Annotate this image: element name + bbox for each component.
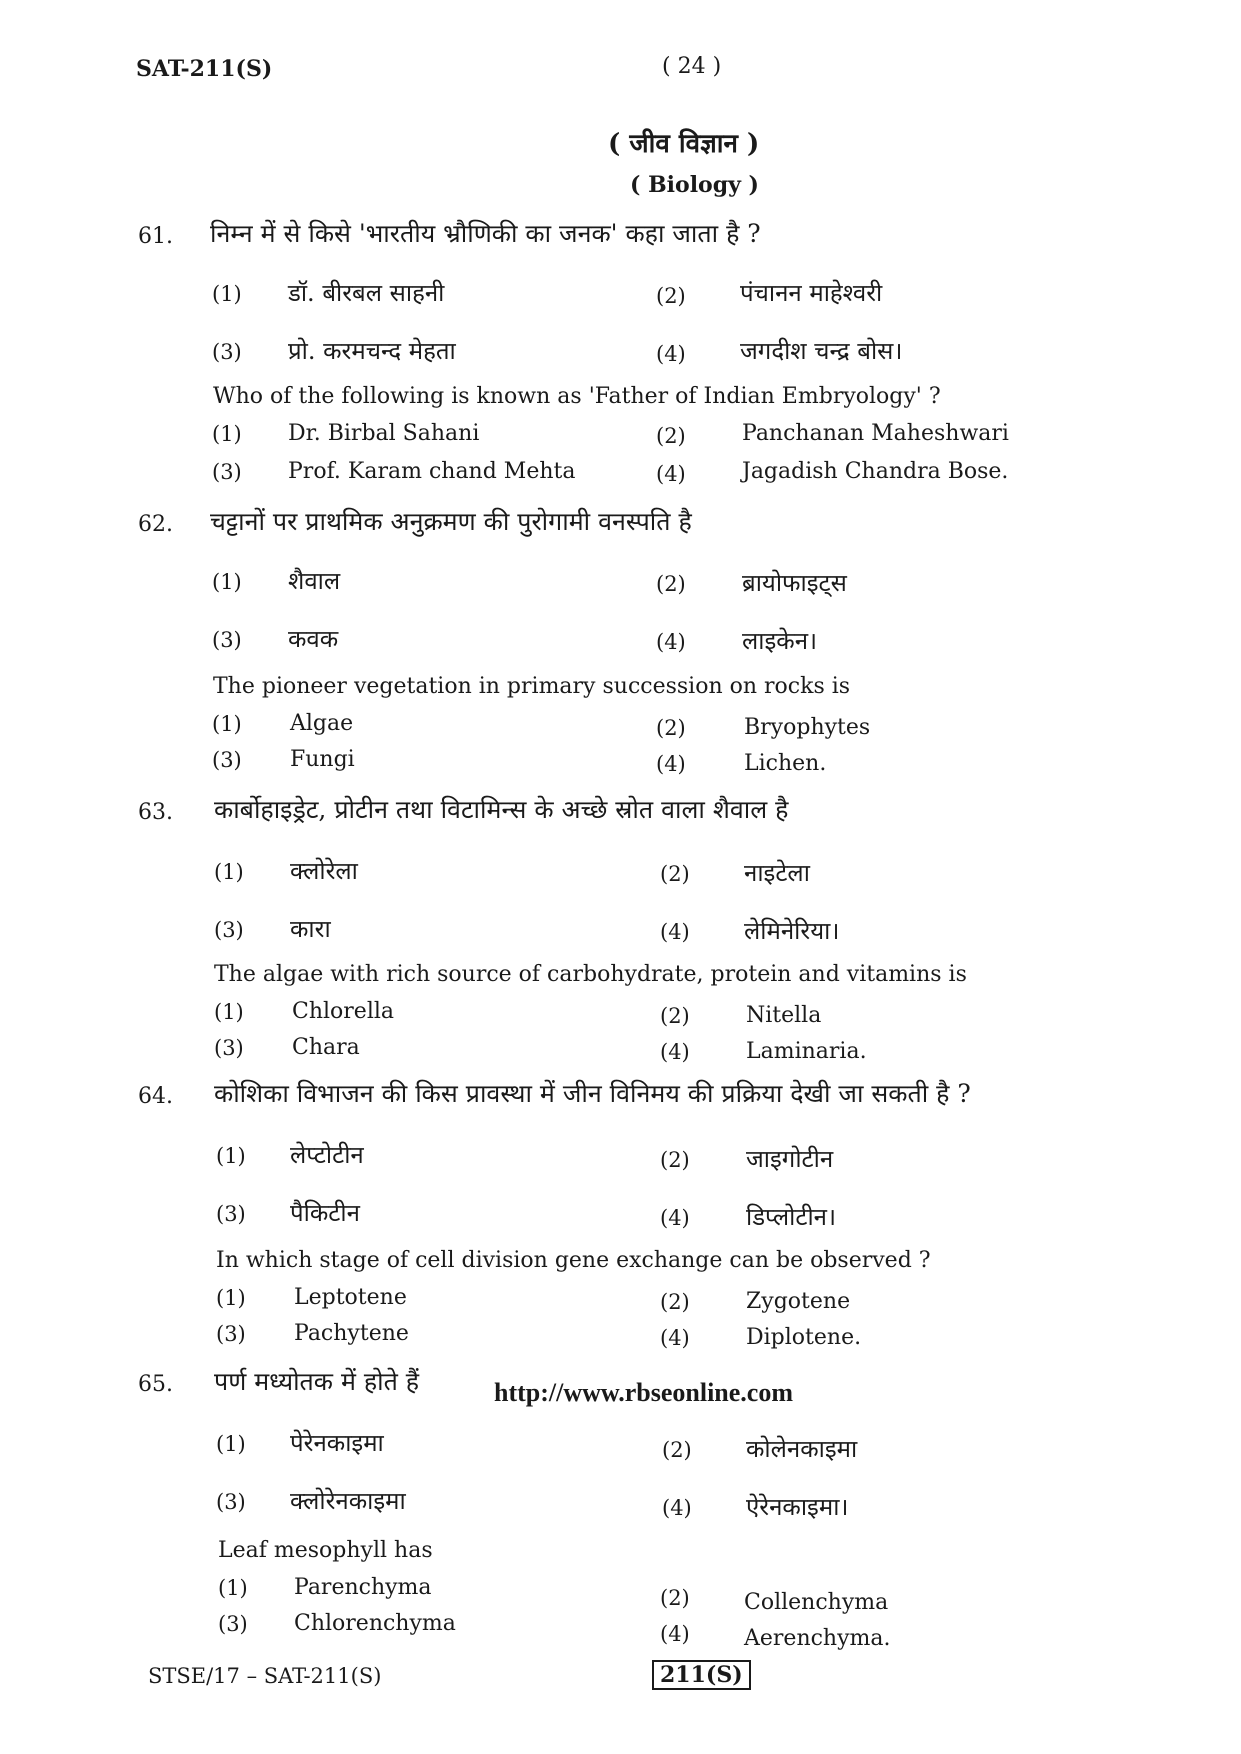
question-number: 65. <box>138 1372 173 1397</box>
option-english-4: Jagadish Chandra Bose. <box>742 459 1009 484</box>
question-text-hindi: कार्बोहाइड्रेट, प्रोटीन तथा विटामिन्स के अच्छे स्रोत वाला शैवाल है <box>214 795 789 824</box>
watermark-url: http://www.rbseonline.com <box>494 1378 793 1407</box>
option-number: (4) <box>656 462 686 486</box>
option-number: (3) <box>218 1612 248 1636</box>
option-number: (3) <box>216 1490 246 1514</box>
option-english-2: Bryophytes <box>744 715 871 740</box>
option-number: (4) <box>660 920 690 944</box>
option-hindi-2: नाइटेला <box>744 859 810 887</box>
option-number: (4) <box>660 1622 690 1646</box>
option-hindi-4: डिप्लोटीन। <box>746 1203 837 1231</box>
question-text-english: The algae with rich source of carbohydrate, protein and vitamins is <box>214 962 967 987</box>
option-hindi-1: पेरेनकाइमा <box>290 1429 384 1457</box>
option-hindi-3: पैकिटीन <box>290 1199 360 1227</box>
option-english-2: Panchanan Maheshwari <box>742 421 1009 446</box>
option-hindi-4: लेमिनेरिया। <box>744 917 840 945</box>
option-hindi-2: जाइगोटीन <box>746 1145 834 1173</box>
option-number: (3) <box>212 748 242 772</box>
option-english-1: Leptotene <box>294 1285 407 1310</box>
option-english-3: Prof. Karam chand Mehta <box>288 459 576 484</box>
option-number: (4) <box>660 1040 690 1064</box>
option-number: (3) <box>212 628 242 652</box>
header-code: SAT-211(S) <box>136 56 273 82</box>
option-number: (1) <box>216 1286 246 1310</box>
question-text-english: The pioneer vegetation in primary succession on rocks is <box>213 674 851 699</box>
option-number: (3) <box>214 918 244 942</box>
option-english-4: Lichen. <box>744 751 827 776</box>
option-hindi-4: ऐरेनकाइमा। <box>746 1493 849 1521</box>
option-number: (1) <box>212 570 242 594</box>
option-hindi-1: लेप्टोटीन <box>290 1141 364 1169</box>
option-hindi-3: प्रो. करमचन्द मेहता <box>288 337 456 365</box>
option-number: (1) <box>214 860 244 884</box>
option-hindi-2: कोलेनकाइमा <box>746 1435 858 1463</box>
option-number: (2) <box>656 716 686 740</box>
option-number: (2) <box>660 1290 690 1314</box>
question-text-english: Who of the following is known as 'Father of Indian Embryology' ? <box>213 384 941 409</box>
option-english-1: Algae <box>290 711 354 736</box>
option-english-1: Parenchyma <box>294 1575 432 1600</box>
option-english-4: Aerenchyma. <box>744 1626 891 1651</box>
option-english-2: Nitella <box>746 1003 822 1028</box>
question-number: 63. <box>138 800 173 825</box>
footer-box: 211(S) <box>652 1660 751 1690</box>
option-hindi-1: क्लोरेला <box>290 857 358 885</box>
option-number: (1) <box>218 1576 248 1600</box>
question-text-hindi: पर्ण मध्योतक में होते हैं <box>214 1367 420 1396</box>
option-english-3: Chlorenchyma <box>294 1611 456 1636</box>
option-hindi-2: ब्रायोफाइट्स <box>742 569 847 597</box>
subject-english: ( Biology ) <box>630 172 759 198</box>
option-number: (3) <box>212 460 242 484</box>
option-english-4: Laminaria. <box>746 1039 867 1064</box>
option-number: (2) <box>656 572 686 596</box>
option-number: (3) <box>214 1036 244 1060</box>
option-number: (1) <box>214 1000 244 1024</box>
option-number: (2) <box>660 1004 690 1028</box>
option-number: (4) <box>656 752 686 776</box>
question-text-hindi: चट्टानों पर प्राथमिक अनुक्रमण की पुरोगामी वनस्पति है <box>210 507 692 536</box>
option-hindi-3: कवक <box>288 625 339 653</box>
option-hindi-2: पंचानन माहेश्वरी <box>740 279 883 307</box>
option-number: (2) <box>656 424 686 448</box>
option-hindi-3: क्लोरेनकाइमा <box>290 1487 406 1515</box>
question-number: 62. <box>138 512 173 537</box>
question-text-hindi: कोशिका विभाजन की किस प्रावस्था में जीन विनिमय की प्रक्रिया देखी जा सकती है ? <box>214 1079 971 1108</box>
option-number: (3) <box>212 340 242 364</box>
question-number: 64. <box>138 1084 173 1109</box>
option-number: (1) <box>212 712 242 736</box>
option-hindi-1: शैवाल <box>288 567 341 595</box>
option-number: (4) <box>660 1326 690 1350</box>
option-number: (2) <box>660 1586 690 1610</box>
option-english-1: Dr. Birbal Sahani <box>288 421 480 446</box>
footer-code: STSE/17 – SAT-211(S) <box>148 1664 382 1688</box>
question-text-hindi: निम्न में से किसे 'भारतीय भ्रौणिकी का जनक' कहा जाता है ? <box>210 219 761 248</box>
option-english-3: Fungi <box>290 747 355 772</box>
option-number: (1) <box>216 1144 246 1168</box>
option-hindi-1: डॉ. बीरबल साहनी <box>288 279 445 307</box>
option-english-1: Chlorella <box>292 999 395 1024</box>
question-text-english: In which stage of cell division gene exchange can be observed ? <box>216 1248 931 1273</box>
option-hindi-4: जगदीश चन्द्र बोस। <box>740 337 903 365</box>
option-english-3: Pachytene <box>294 1321 409 1346</box>
option-number: (4) <box>656 630 686 654</box>
option-number: (4) <box>660 1206 690 1230</box>
option-number: (1) <box>212 422 242 446</box>
option-english-2: Collenchyma <box>744 1590 889 1615</box>
option-number: (1) <box>216 1432 246 1456</box>
option-number: (3) <box>216 1322 246 1346</box>
option-number: (2) <box>660 1148 690 1172</box>
question-number: 61. <box>138 224 173 249</box>
option-number: (3) <box>216 1202 246 1226</box>
option-hindi-4: लाइकेन। <box>742 627 818 655</box>
option-number: (1) <box>212 282 242 306</box>
option-english-3: Chara <box>292 1035 360 1060</box>
option-english-4: Diplotene. <box>746 1325 862 1350</box>
page-number: ( 24 ) <box>662 54 722 79</box>
option-english-2: Zygotene <box>746 1289 851 1314</box>
option-number: (2) <box>660 862 690 886</box>
option-hindi-3: कारा <box>290 915 331 943</box>
option-number: (2) <box>662 1438 692 1462</box>
option-number: (4) <box>656 342 686 366</box>
question-text-english: Leaf mesophyll has <box>218 1538 433 1563</box>
option-number: (2) <box>656 284 686 308</box>
option-number: (4) <box>662 1496 692 1520</box>
subject-hindi: ( जीव विज्ञान ) <box>608 129 760 159</box>
